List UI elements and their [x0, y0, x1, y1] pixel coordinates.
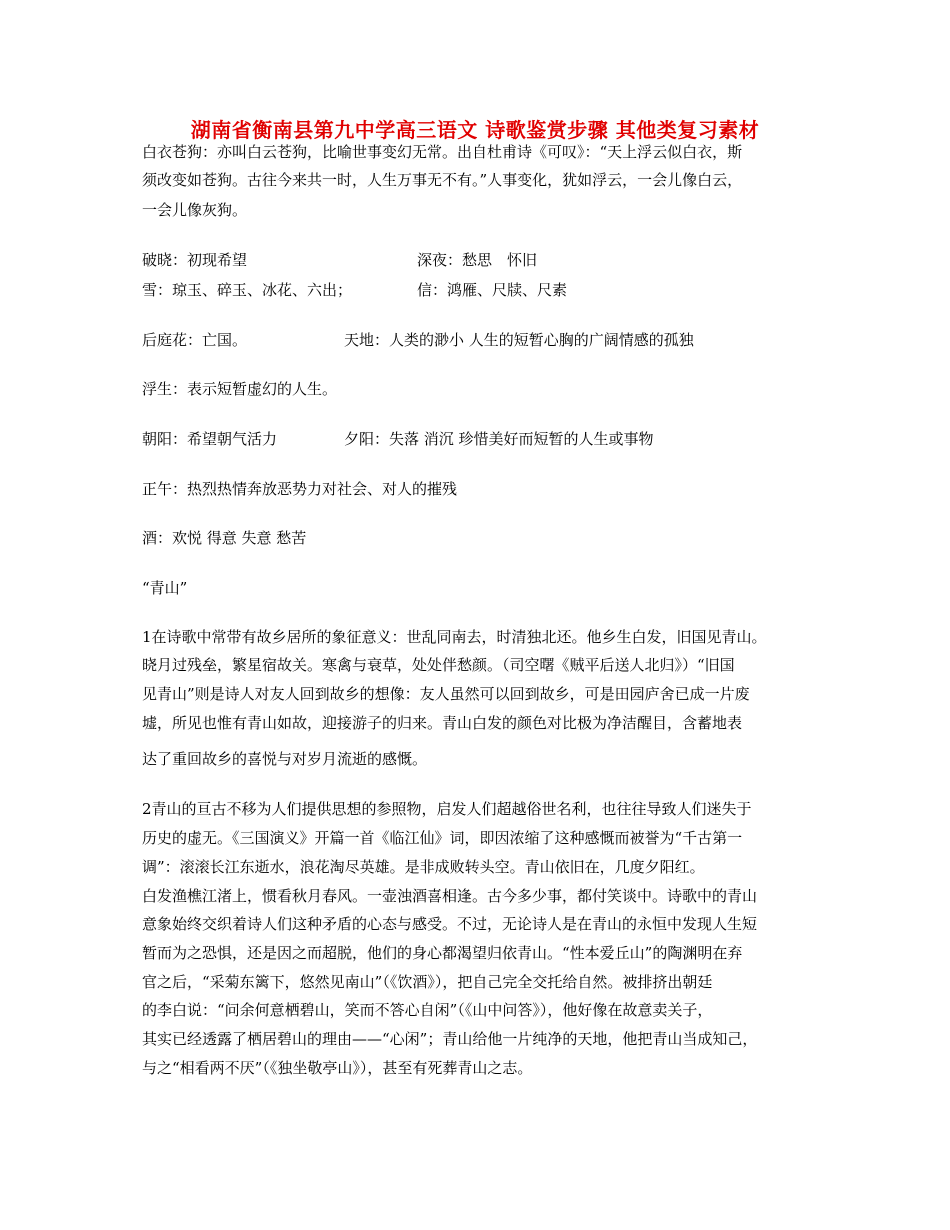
text-line: 须改变如苍狗。古往今来共一时，人生万事无不有。”人事变化，犹如浮云，一会儿像白云， — [142, 171, 743, 189]
text-line: 官之后，“采菊东篱下，悠然见南山”（《饮酒》），把自己完全交托给自然。被排挤出朝廷 — [142, 973, 713, 991]
section-heading: “青山” — [142, 579, 188, 597]
text-line: 历史的虚无。《三国演义》开篇一首《临江仙》词，即因浓缩了这种感慨而被誉为“千古第一 — [142, 829, 743, 847]
text-line: 墟，所见也惟有青山如故，迎接游子的归来。青山白发的颜色对比极为净洁醒目，含蓄地表 — [142, 714, 743, 732]
term-right: 信：鸿雁、尺牍、尺素 — [417, 281, 568, 299]
document-title: 湖南省衡南县第九中学高三语文 诗歌鉴赏步骤 其他类复习素材 — [190, 118, 760, 142]
term-right: 天地：人类的渺小 人生的短暂心胸的广阔情感的孤独 — [344, 331, 694, 349]
term-left: 破晓：初现希望 — [142, 251, 248, 269]
text-line: 意象始终交织着诗人们这种矛盾的心态与感受。不过，无论诗人是在青山的永恒中发现人生短 — [142, 915, 758, 933]
text-line: 调”：滚滚长江东逝水，浪花淘尽英雄。是非成败转头空。青山依旧在，几度夕阳红。 — [142, 858, 705, 876]
term-left: 雪：琼玉、碎玉、冰花、六出； — [142, 281, 353, 299]
text-line: 暂而为之恐惧，还是因之而超脱，他们的身心都渴望归依青山。“性本爱丘山”的陶渊明在弃 — [142, 944, 743, 962]
term-left: 后庭花：亡国。 — [142, 331, 248, 349]
text-line: 的李白说：“问余何意栖碧山，笑而不答心自闲”（《山中问答》），他好像在故意卖关子， — [142, 1001, 713, 1019]
text-line: 一会儿像灰狗。 — [142, 201, 248, 219]
term-left: 朝阳：希望朝气活力 — [142, 430, 278, 448]
term-fusheng: 浮生：表示短暂虚幻的人生。 — [142, 380, 338, 398]
text-line: 其实已经透露了栖居碧山的理由——“心闲”；青山给他一片纯净的天地，他把青山当成知己， — [142, 1030, 758, 1048]
term-zhengwu: 正午：热烈热情奔放恶势力对社会、对人的摧残 — [142, 480, 458, 498]
text-line: 见青山”则是诗人对友人回到故乡的想像：友人虽然可以回到故乡，可是田园庐舍已成一片废 — [142, 685, 750, 703]
term-right: 夕阳：失落 消沉 珍惜美好而短暂的人生或事物 — [344, 430, 654, 448]
text-line: 与之“相看两不厌”（《独坐敬亭山》），甚至有死葬青山之志。 — [142, 1059, 533, 1077]
text-line: 2青山的亘古不移为人们提供思想的参照物，启发人们超越俗世名利，也往往导致人们迷失于 — [142, 800, 752, 818]
text-line: 1在诗歌中常带有故乡居所的象征意义：世乱同南去，时清独北还。他乡生白发，旧国见青山。 — [142, 628, 767, 646]
text-line: 晓月过残垒，繁星宿故关。寒禽与衰草，处处伴愁颜。（司空曙《贼平后送人北归》）“旧国 — [142, 656, 735, 674]
text-line: 白衣苍狗：亦叫白云苍狗，比喻世事变幻无常。出自杜甫诗《可叹》：“天上浮云似白衣，斯 — [142, 143, 743, 161]
text-line: 白发渔樵江渚上，惯看秋月春风。一壶浊酒喜相逢。古今多少事，都付笑谈中。诗歌中的青山 — [142, 887, 758, 905]
term-jiu: 酒：欢悦 得意 失意 愁苦 — [142, 529, 307, 547]
text-line: 达了重回故乡的喜悦与对岁月流逝的感慨。 — [142, 750, 428, 768]
term-right: 深夜：愁思 怀旧 — [417, 251, 538, 269]
